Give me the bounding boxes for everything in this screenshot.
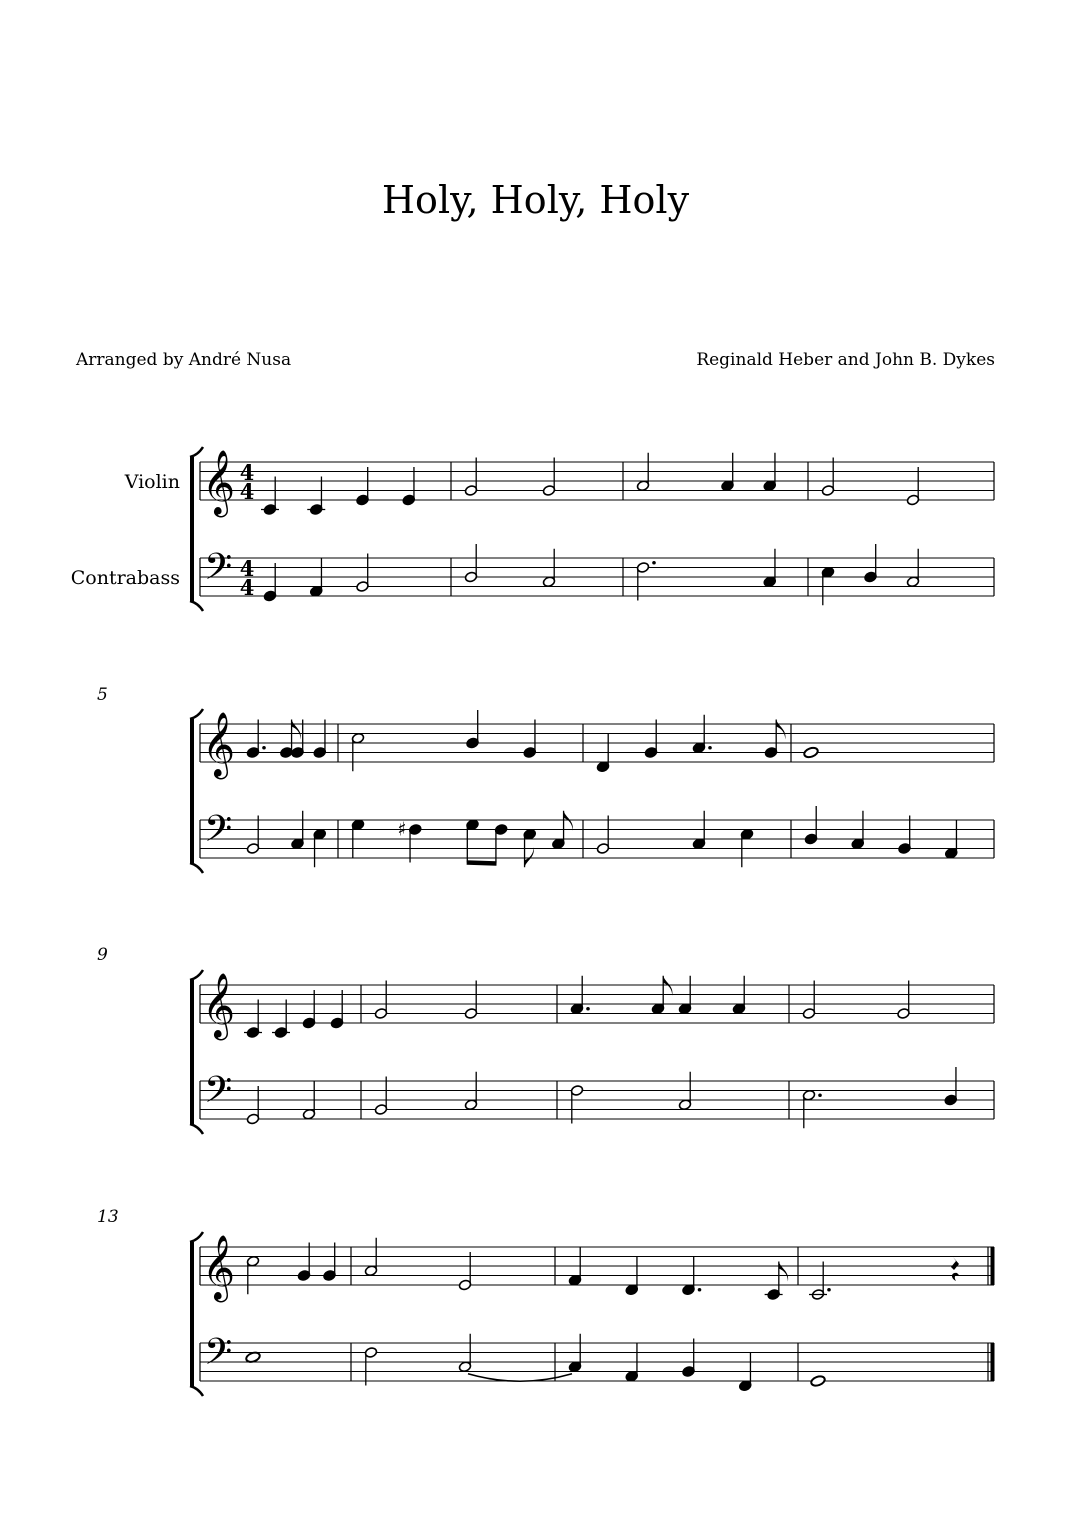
augmentation-dot (827, 1288, 831, 1292)
eighth-flag (776, 720, 785, 740)
augmentation-dot (698, 1288, 702, 1292)
bass-clef: 𝄢 (204, 546, 233, 597)
measure-number: 5 (97, 685, 108, 705)
score-title: Holy, Holy, Holy (381, 178, 690, 222)
bracket-hook (190, 1386, 203, 1396)
treble-clef: 𝄞 (202, 712, 236, 777)
measure-number: 9 (97, 945, 108, 965)
time-signature-unit: 4 (239, 575, 255, 600)
treble-clef: 𝄞 (202, 1235, 236, 1300)
eighth-flag (663, 976, 672, 996)
quarter-rest (951, 1257, 960, 1281)
eighth-flag (564, 811, 573, 831)
time-signature-beats: 4 (239, 460, 255, 485)
augmentation-dot (818, 1093, 822, 1097)
eighth-flag (292, 720, 301, 740)
composer-credit: Reginald Heber and John B. Dykes (696, 350, 995, 370)
instrument-label-contrabass: Contrabass (70, 567, 180, 589)
time-signature-unit: 4 (239, 479, 255, 504)
whole-note (810, 1375, 826, 1388)
eighth-flag (779, 1262, 788, 1282)
time-signature-beats: 4 (239, 556, 255, 581)
treble-clef: 𝄞 (202, 973, 236, 1038)
bracket-hook (190, 601, 203, 611)
measure-number: 13 (97, 1207, 119, 1227)
augmentation-dot (652, 561, 656, 565)
augmentation-dot (708, 746, 712, 750)
arranger-credit: Arranged by André Nusa (76, 350, 292, 370)
tie (468, 1374, 572, 1382)
whole-note (803, 746, 819, 759)
instrument-label-violin: Violin (124, 471, 180, 493)
eighth-beam (467, 863, 497, 864)
treble-clef: 𝄞 (202, 450, 236, 515)
bracket-hook (190, 863, 203, 873)
augmentation-dot (262, 746, 266, 750)
eighth-flag (525, 847, 534, 867)
augmentation-dot (586, 1007, 590, 1011)
bass-clef: 𝄢 (204, 808, 233, 859)
bass-clef: 𝄢 (204, 1331, 233, 1382)
sharp-accidental: ♯ (397, 818, 407, 841)
bass-clef: 𝄢 (204, 1069, 233, 1120)
bracket-hook (190, 1124, 203, 1134)
